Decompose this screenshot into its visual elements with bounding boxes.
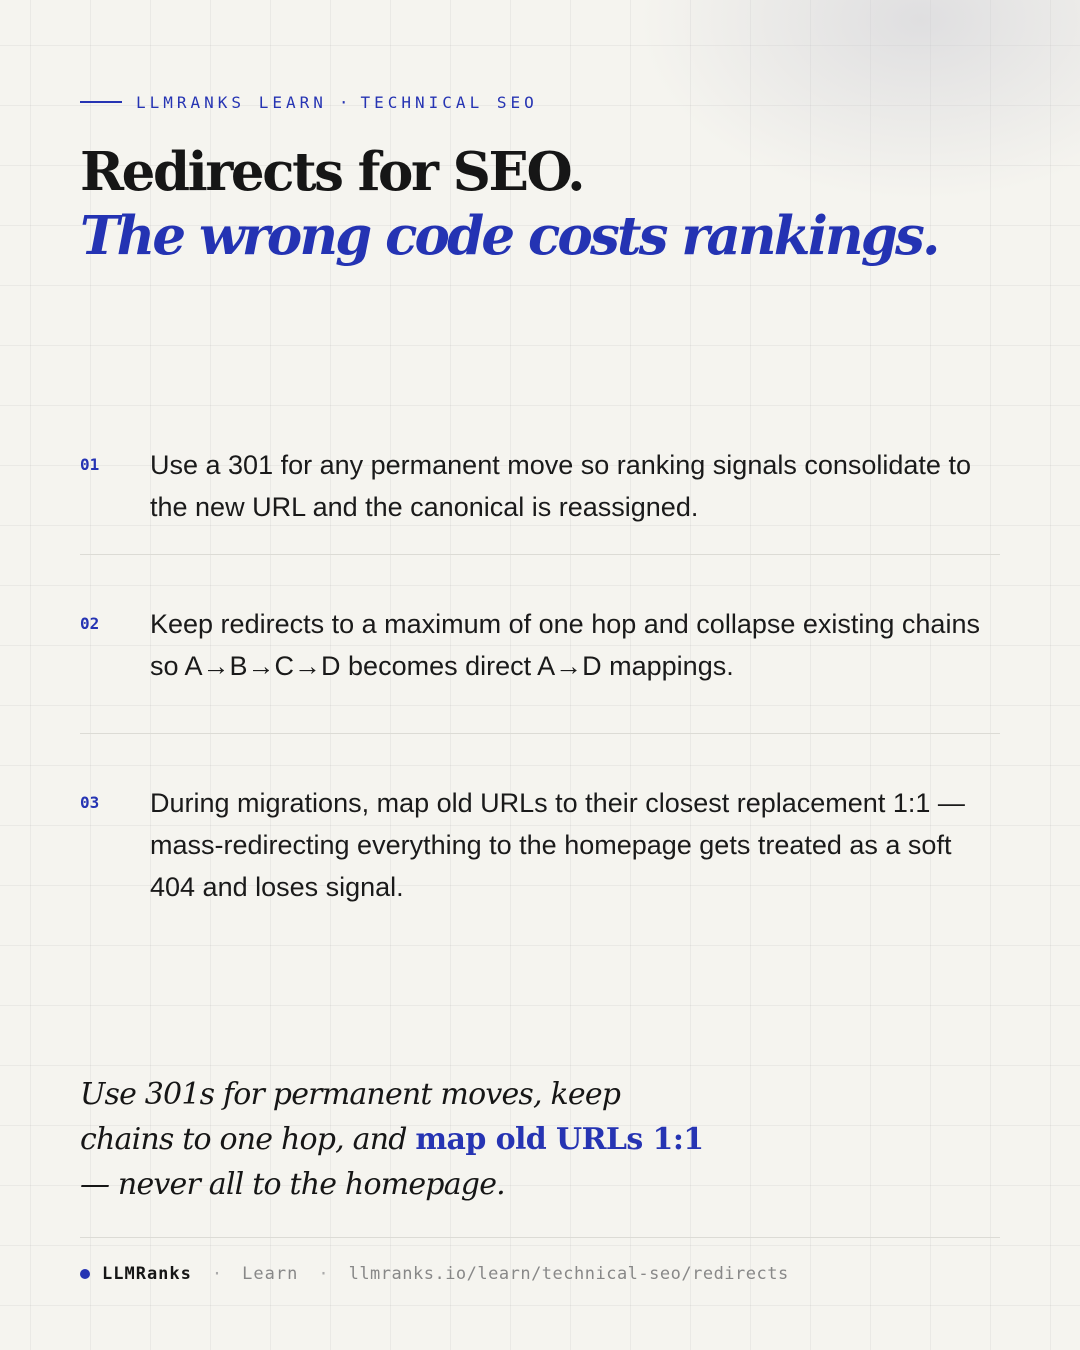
summary-highlight: map old URLs 1:1 (415, 1122, 704, 1157)
list-item (80, 555, 1000, 734)
summary-after: — never all to the homepage. (80, 1167, 505, 1202)
footer-separator: · (211, 1264, 223, 1284)
headline-line-1: Redirects for SEO. (80, 141, 584, 203)
item-text: During migrations, map old URLs to their closest replacement 1:1 — mass-redirecting everything to the homepage gets treated as a soft 404 and loses signal. (150, 788, 965, 902)
brand-dot-icon (80, 1269, 90, 1279)
headline-line-2: The wrong code costs rankings. (80, 205, 938, 267)
item-number: 02 (80, 614, 100, 633)
tips-list (80, 430, 1000, 912)
summary-before: Use 301s for permanent moves, keep chains to one hop, and (80, 1077, 621, 1157)
eyebrow (80, 90, 538, 114)
footer (80, 1262, 789, 1286)
eyebrow-section: TECHNICAL SEO (360, 92, 538, 112)
list-item (80, 430, 1000, 555)
footer-separator: · (318, 1264, 329, 1284)
item-text: Keep redirects to a maximum of one hop and collapse existing chains so A→B→C→D becomes direct A→D mappings. (150, 609, 980, 681)
item-number: 01 (80, 455, 100, 474)
eyebrow-separator: · (338, 92, 349, 112)
eyebrow-rule (80, 101, 122, 103)
list-item (80, 734, 1000, 912)
footer-url: llmranks.io/learn/technical-seo/redirects (348, 1264, 789, 1284)
footer-section: Learn (242, 1264, 299, 1284)
eyebrow-brand: LLMRANKS LEARN (136, 92, 327, 112)
page-title (80, 140, 938, 268)
page (80, 0, 1000, 1350)
item-text: Use a 301 for any permanent move so ranking signals consolidate to the new URL and the canonical is reassigned. (150, 450, 971, 522)
footer-brand: LLMRanks (102, 1264, 192, 1284)
footer-divider (80, 1237, 1000, 1238)
item-number: 03 (80, 793, 100, 812)
summary-quote (80, 1072, 720, 1207)
